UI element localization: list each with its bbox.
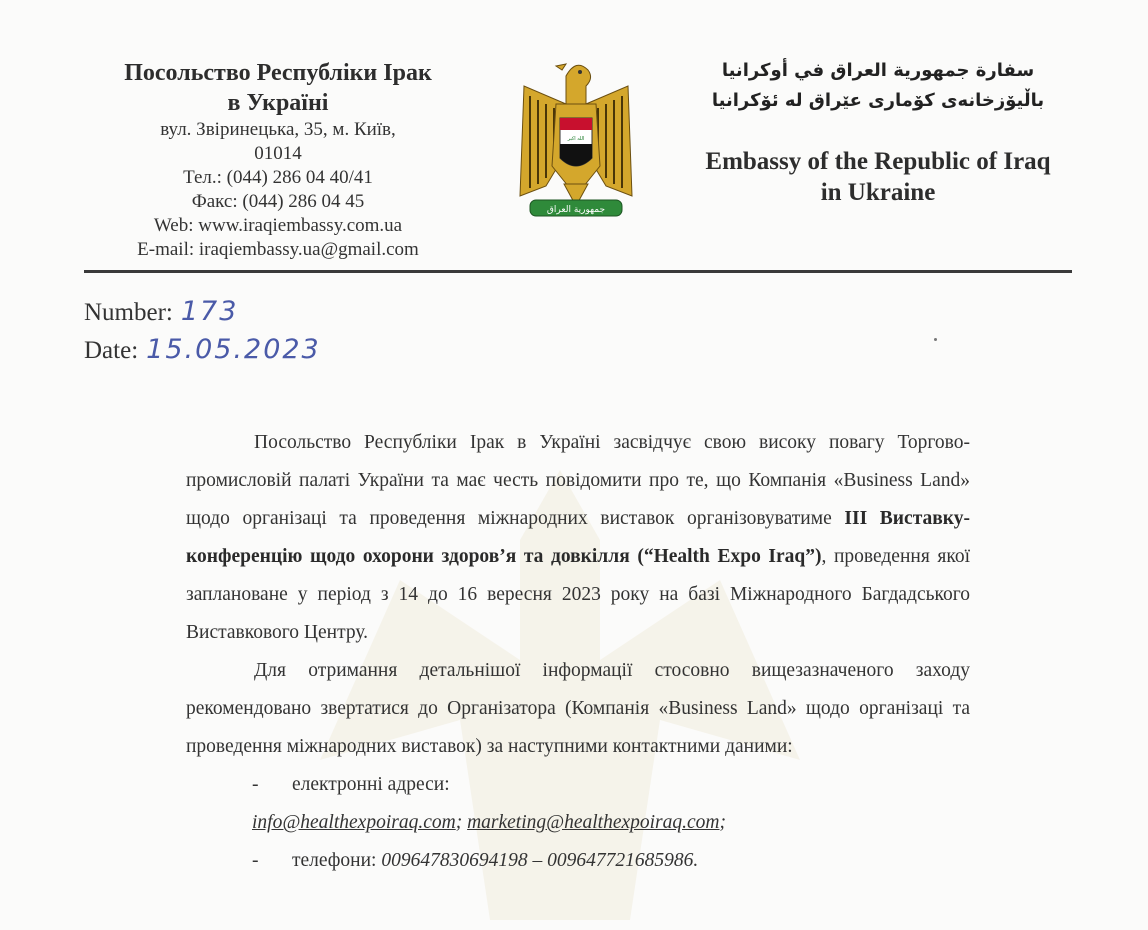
email-link-marketing[interactable]: marketing@healthexpoiraq.com: [467, 812, 720, 833]
iraq-eagle-crest-icon: [516, 56, 636, 222]
email-line: E-mail: iraqiembassy.ua@gmail.com: [137, 239, 419, 260]
crest-flag-text: الله اكبر: [567, 136, 585, 142]
embassy-header-ukrainian: [84, 58, 472, 262]
address-line2: 01014: [254, 143, 302, 164]
emails-label: електронні адреси:: [292, 774, 450, 795]
address-line1: вул. Звіринецька, 35, м. Київ,: [160, 119, 396, 140]
email-end: ;: [719, 812, 727, 833]
email-link-info[interactable]: info@healthexpoiraq.com: [252, 812, 456, 833]
list-item-emails: [186, 766, 970, 804]
embassy-title-line2: в Україні: [227, 90, 329, 116]
document-number: [84, 296, 238, 327]
paragraph-1-text-b: , проведення якої заплановане у період з 14 до 16 вересня 2023 року на базі Міжнародного Багдадського Виставкового Центру.: [186, 546, 970, 643]
list-item-phones: [186, 842, 970, 880]
email-addresses: [252, 804, 970, 842]
bullet-dash: -: [252, 774, 259, 795]
event-name: ІІІ Виставку-конференцію щодо охорони здоров’я та довкілля (“Health Expo Iraq”): [186, 508, 970, 567]
paragraph-1: [186, 424, 970, 652]
fax-line: Факс: (044) 286 04 45: [191, 191, 365, 212]
bullet-dash: -: [252, 850, 259, 871]
paragraph-1-text-a: Посольство Республіки Ірак в Україні засвідчує свою високу повагу Торгово-промисловій палаті України та має честь повідомити про те, що Компанія «Business Land» щодо організаці та проведення міжнародних виставок організовуватиме: [186, 432, 970, 529]
embassy-header-multilingual: [660, 56, 1096, 208]
date-label: Date:: [84, 337, 139, 364]
paragraph-2: Для отримання детальнішої інформації стосовно вищезазначеного заходу рекомендовано звертатися до Організатора (Компанія «Business Land» щодо організаці та проведення міжнародних виставок) за наступними контактними даними:: [186, 660, 970, 757]
phones-value: 009647830694198 – 009647721685986.: [381, 850, 699, 871]
number-label: Number:: [84, 299, 173, 326]
english-title-line2: in Ukraine: [820, 179, 936, 206]
crest-banner-text: جمهورية العراق: [546, 205, 606, 215]
english-title-line1: Embassy of the Republic of Iraq: [705, 148, 1051, 175]
number-value: 173: [180, 296, 239, 327]
arabic-title: سفارة جمهورية العراق في أوكرانيا: [721, 60, 1035, 81]
scan-speck: [934, 338, 937, 341]
web-line: Web: www.iraqiembassy.com.ua: [153, 215, 403, 236]
phones-label: телефони:: [292, 850, 382, 871]
kurdish-title: باڵیۆزخانەی کۆماری عێراق لە ئۆکرانیا: [711, 90, 1045, 111]
embassy-title-line1: Посольство Республіки Ірак: [124, 60, 432, 86]
phone-line: Тел.: (044) 286 04 40/41: [183, 167, 373, 188]
email-separator: ;: [455, 812, 468, 833]
date-value: 15.05.2023: [146, 334, 321, 365]
document-date: [84, 334, 321, 365]
letter-body: [186, 424, 970, 880]
header-divider: [84, 270, 1072, 273]
